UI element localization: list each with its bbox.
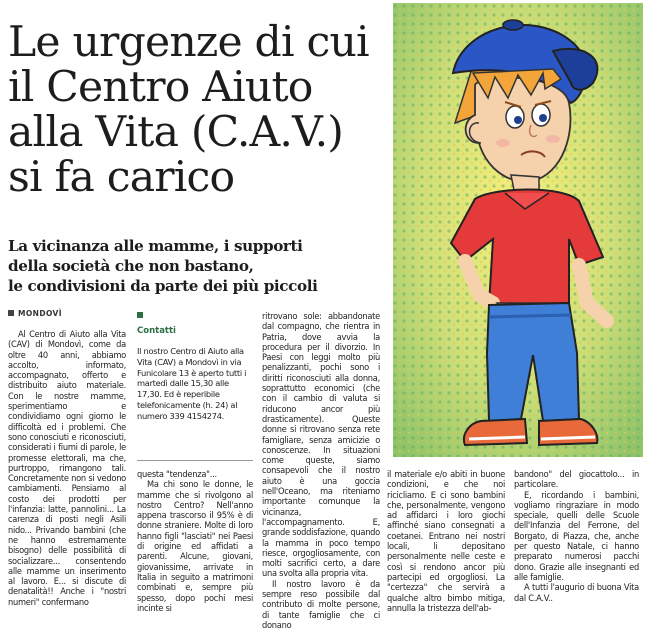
paragraph: questa "tendenza"... [137, 469, 217, 480]
article-title [8, 20, 393, 200]
boy-illustration [393, 3, 643, 457]
paragraph: Ma chi sono le donne, le mamme che si rivolgono al nostro Centro? Nell'anno appena trascorso il 95% è di donne straniere. Molte di loro hanno figli "lasciati" nei Paesi di origine ed affidati a parenti. Alcune, giovani, giovanissime, arrivate in Italia in seguito a matrimoni combinati e, sempre più spesso, dopo pochi mesi incinte si [137, 479, 253, 614]
section-square-icon [8, 310, 14, 316]
boy-drawing-icon [393, 3, 643, 457]
paragraph: A tutti l'augurio di buona Vita dal C.A.V.. [514, 582, 639, 604]
contact-box-text: Il nostro Centro di Aiuto alla Vita (CAV) a Mondovì in via Funicolare 13 è aperto tutti i martedì dalle 15,30 alle 17,30. Ed è reperibile telefonicamente (h. 24) al numero 339 4154274. [137, 346, 247, 421]
paragraph: E, ricordando i bambini, vogliamo ringraziare in modo speciale, quelli delle Scuole dell'Infanzia del Ferrone, del Borgato, di Piazza, che, anche per questo Natale, ci hanno preparato numerosi pacchi dono. Grazie alle insegnanti ed alle famiglie. [514, 489, 639, 583]
article-column-4 [387, 469, 505, 614]
paragraph: bandono" del giocattolo... in particolare. [514, 469, 639, 491]
subtitle-line: della società che non bastano, [8, 257, 254, 275]
subtitle-line: La vicinanza alle mamme, i supporti [8, 237, 303, 255]
paragraph: Al Centro di Aiuto alla Vita (CAV) di Mondovì, come da oltre 40 anni, abbiamo accolto, informato, accompagnato, offerto e distribuito aiuto materiale. Con le nostre mamme, sperimentiamo e condividiamo ogni giorno le difficoltà ed i problemi. Che sono conosciuti e riconosciuti, considerati i fiumi di parole, le promesse elettorali, ma che, purtroppo, rimangono tali. Concretamente non si vedono cambiamenti. Pensiamo al costo dei prodotti per l'infanzia: latte, pannolini... La carenza di posti negli Asili nido... Privando bambini (che ne hanno estremamente bisogno) delle possibilità di socializzare... consentendo alle mamme un inserimento al lavoro. E... si discute di denatalità!! Anche i "nostri numeri" confermano [8, 329, 126, 608]
paragraph: ritrovano sole: abbandonate dal compagno, che rientra in Patria, dove avvia la procedura per il divorzio. In Paesi con leggi molto più penalizzanti, pochi sono i diritti riconosciuti alla donna, soprattutto economici (che con il cambio di valuta si riducono ancor più drasticamente). Queste donne si ritrovano senza rete famigliare, senza amicizie o conoscenze. In situazioni come queste, siamo consapevoli che il nostro aiuto è una goccia nell'Oceano, ma riteniamo importante comunque la vicinanza, l'accompagnamento. E, grande soddisfazione, quando la mamma in poco tempo riesce, orgogliosamente, con molti sacrifici certo, a dare una svolta alla propria vita. [262, 311, 380, 580]
green-square-icon [137, 312, 143, 318]
article-column-2 [137, 469, 253, 614]
article-column-1 [8, 330, 126, 610]
paragraph: Il nostro lavoro è da sempre reso possibile dal contributo di molte persone, di tante famiglie che ci donano [262, 578, 380, 631]
subtitle-line: le condivisioni da parte dei più piccoli [8, 277, 318, 295]
article-subtitle [8, 236, 378, 296]
title-line: si fa carico [8, 153, 235, 202]
paragraph: il materiale e/o abiti in buone condizioni, e che noi ricicliamo. E ci sono bambini che, personalmente, vengono ad affidarci i loro giochi affinché siano consegnati a coetanei. Entrano nei nostri locali, li depositano personalmente nelle ceste e così si rendono ancor più partecipi ed orgogliosi. La "certezza" che servirà a qualche altro bimbo mitiga, annulla la tristezza dell'ab- [387, 469, 505, 614]
title-line: il Centro Aiuto [8, 63, 313, 112]
title-line: alla Vita (C.A.V.) [8, 108, 344, 157]
contact-box-title: Contatti [137, 326, 176, 336]
title-line: Le urgenze di cui [8, 18, 369, 67]
section-name: MONDOVÌ [18, 309, 62, 318]
contact-box [137, 312, 255, 462]
article-column-5 [514, 470, 639, 610]
box-divider [137, 460, 253, 461]
section-label [8, 309, 62, 319]
article-column-3 [262, 311, 380, 631]
